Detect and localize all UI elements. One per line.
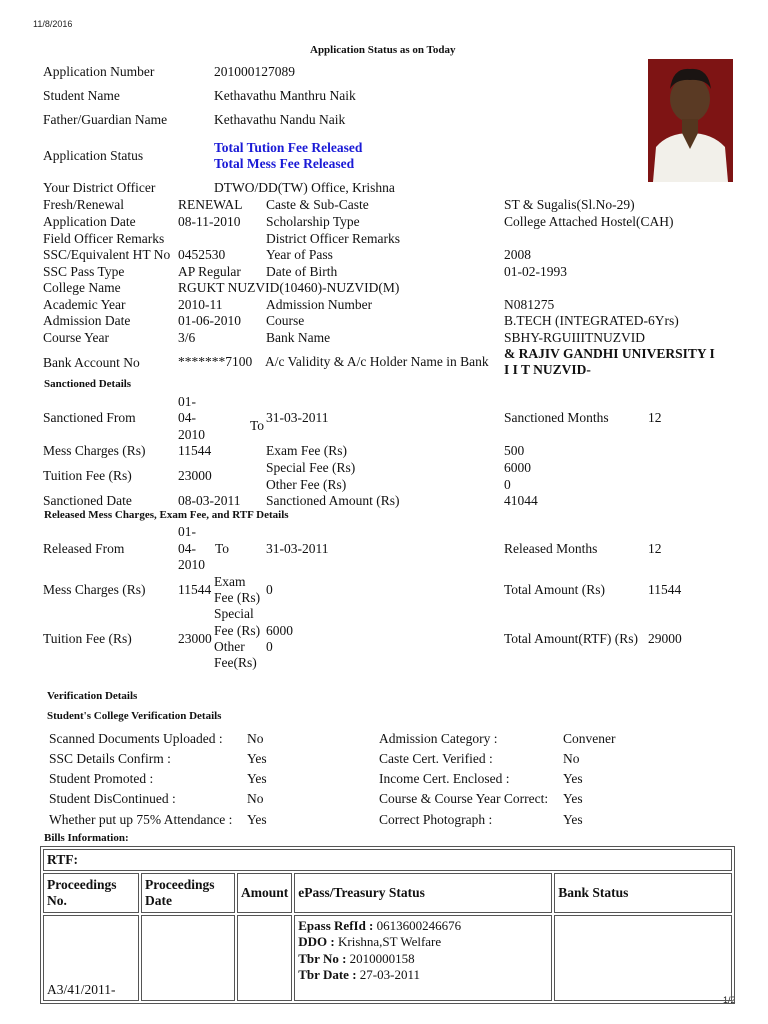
account-holder-line1: & RAJIV GANDHI UNIVERSITY I	[504, 346, 715, 361]
col-amount: Amount	[237, 873, 292, 913]
sanctioned-date-label: Sanctioned Date	[43, 493, 132, 508]
caste-label: Caste & Sub-Caste	[266, 197, 369, 212]
sanctioned-from-month: 04-	[178, 410, 196, 425]
released-months-value: 12	[648, 541, 662, 556]
date-of-birth-value: 01-02-1993	[504, 264, 567, 279]
student-name-value: Kethavathu Manthru Naik	[214, 88, 356, 103]
released-heading: Released Mess Charges, Exam Fee, and RTF Details	[44, 509, 289, 521]
sanctioned-mess-value: 11544	[178, 443, 212, 458]
sanctioned-from-label: Sanctioned From	[43, 410, 136, 425]
col-proceedings-no-line2: No.	[47, 893, 67, 908]
verify-label-8: Course & Course Year Correct:	[379, 791, 549, 806]
ssc-ht-no-label: SSC/Equivalent HT No	[43, 247, 171, 262]
academic-year-value: 2010-11	[178, 297, 223, 312]
released-total-label: Total Amount (Rs)	[504, 582, 606, 597]
verify-value-3: Yes	[247, 751, 267, 766]
released-other-value: 0	[266, 639, 273, 654]
admission-number-label: Admission Number	[266, 297, 373, 312]
verify-value-7: No	[247, 791, 264, 806]
verify-value-9: Yes	[247, 812, 267, 827]
admission-number-value: N081275	[504, 297, 555, 312]
ddo-value: Krishna,ST Welfare	[337, 934, 442, 950]
released-rtf-label: Total Amount(RTF) (Rs)	[504, 631, 638, 646]
col-epass-status: ePass/Treasury Status	[294, 873, 552, 913]
released-other-label-2: Fee(Rs)	[214, 655, 257, 670]
district-officer-value: DTWO/DD(TW) Office, Krishna	[214, 180, 395, 195]
application-number-label: Application Number	[43, 64, 155, 79]
student-name-label: Student Name	[43, 88, 120, 103]
released-special-value: 6000	[266, 623, 293, 638]
scholarship-type-label: Scholarship Type	[266, 214, 360, 229]
released-from-day: 01-	[178, 524, 196, 539]
account-holder-line2: I I T NUZVID-	[504, 362, 591, 377]
released-special-label-1: Special	[214, 606, 254, 621]
sanctioned-exam-value: 500	[504, 443, 525, 458]
course-label: Course	[266, 313, 305, 328]
released-months-label: Released Months	[504, 541, 598, 556]
verify-label-1: Scanned Documents Uploaded :	[49, 731, 223, 746]
cell-bank-status	[554, 915, 732, 1001]
student-photo	[648, 59, 733, 182]
fresh-renewal-label: Fresh/Renewal	[43, 197, 124, 212]
scholarship-type-value: College Attached Hostel(CAH)	[504, 214, 674, 229]
released-to-label: To	[215, 541, 230, 556]
ddo-label: DDO :	[298, 934, 335, 950]
verify-label-5: Student Promoted :	[49, 771, 154, 786]
sanctioned-to-label: To	[250, 418, 265, 433]
verify-value-1: No	[247, 731, 264, 746]
sanctioned-tuition-label: Tuition Fee (Rs)	[43, 468, 132, 483]
sanctioned-from-day: 01-	[178, 394, 196, 409]
ssc-ht-no-value: 0452530	[178, 247, 226, 262]
verify-label-3: SSC Details Confirm :	[49, 751, 171, 766]
bills-heading: Bills Information:	[44, 832, 129, 844]
sanctioned-amount-value: 41044	[504, 493, 538, 508]
col-proceedings-date-line1: Proceedings	[145, 877, 215, 892]
released-total-value: 11544	[648, 582, 682, 597]
col-proceedings-date	[141, 873, 235, 913]
verify-label-6: Income Cert. Enclosed :	[379, 771, 510, 786]
verify-label-7: Student DisContinued :	[49, 791, 176, 806]
col-proceedings-no-line1: Proceedings	[47, 877, 117, 892]
admission-date-label: Admission Date	[43, 313, 131, 328]
year-of-pass-label: Year of Pass	[266, 247, 333, 262]
released-from-month: 04-	[178, 541, 196, 556]
verify-label-2: Admission Category :	[379, 731, 498, 746]
sanctioned-from-year: 2010	[178, 427, 205, 442]
ssc-pass-type-value: AP Regular	[178, 264, 241, 279]
page-title: Application Status as on Today	[310, 44, 456, 56]
college-name-value: RGUKT NUZVID(10460)-NUZVID(M)	[178, 280, 400, 295]
application-date-label: Application Date	[43, 214, 136, 229]
sanctioned-to-value: 31-03-2011	[266, 410, 329, 425]
bank-name-value: SBHY-RGUIIITNUZVID	[504, 330, 645, 345]
released-tuition-value: 23000	[178, 631, 212, 646]
sanctioned-special-label: Special Fee (Rs)	[266, 460, 356, 475]
verify-value-4: No	[563, 751, 580, 766]
released-from-year: 2010	[178, 557, 205, 572]
course-year-label: Course Year	[43, 330, 109, 345]
col-proceedings-date-line2: Date	[145, 893, 172, 908]
district-officer-label: Your District Officer	[43, 180, 156, 195]
released-rtf-value: 29000	[648, 631, 682, 646]
verify-value-2: Convener	[563, 731, 616, 746]
bills-table	[40, 846, 735, 1004]
application-date-value: 08-11-2010	[178, 214, 241, 229]
released-to-value: 31-03-2011	[266, 541, 329, 556]
released-tuition-label: Tuition Fee (Rs)	[43, 631, 132, 646]
academic-year-label: Academic Year	[43, 297, 126, 312]
ssc-pass-type-label: SSC Pass Type	[43, 264, 125, 279]
tbr-no-value: 2010000158	[349, 950, 415, 966]
admission-date-value: 01-06-2010	[178, 313, 241, 328]
verification-subheading: Student's College Verification Details	[47, 710, 222, 722]
released-from-label: Released From	[43, 541, 125, 556]
year-of-pass-value: 2008	[504, 247, 531, 262]
application-status-label: Application Status	[43, 148, 144, 163]
released-other-label-1: Other	[214, 639, 245, 654]
tbr-date-value: 27-03-2011	[359, 966, 420, 982]
cell-proceedings-date	[141, 915, 235, 1001]
page-number: 1/2	[723, 995, 736, 1005]
rtf-row: RTF:	[43, 849, 732, 871]
application-status-line2: Total Mess Fee Released	[214, 156, 355, 171]
district-officer-remarks-label: District Officer Remarks	[266, 231, 400, 246]
bank-name-label: Bank Name	[266, 330, 331, 345]
application-number-value: 201000127089	[214, 64, 295, 79]
verify-label-10: Correct Photograph :	[379, 812, 493, 827]
cell-proceedings-no: A3/41/2011-	[43, 915, 139, 1001]
bank-account-label: Bank Account No	[43, 355, 140, 370]
guardian-name-value: Kethavathu Nandu Naik	[214, 112, 346, 127]
application-status-line1: Total Tution Fee Released	[214, 140, 363, 155]
tbr-date-label: Tbr Date :	[298, 966, 357, 982]
epass-refid-label: Epass RefId :	[298, 918, 374, 933]
sanctioned-heading: Sanctioned Details	[44, 378, 132, 390]
sanctioned-amount-label: Sanctioned Amount (Rs)	[266, 493, 400, 508]
bank-account-value: *******7100	[178, 354, 253, 369]
verify-value-8: Yes	[563, 791, 583, 806]
sanctioned-special-value: 6000	[504, 460, 531, 475]
sanctioned-exam-label: Exam Fee (Rs)	[266, 443, 347, 458]
cell-epass-details	[294, 915, 552, 1001]
fresh-renewal-value: RENEWAL	[178, 197, 243, 212]
sanctioned-other-value: 0	[504, 477, 511, 492]
sanctioned-date-value: 08-03-2011	[178, 493, 241, 508]
date-of-birth-label: Date of Birth	[266, 264, 338, 279]
cell-amount	[237, 915, 292, 1001]
course-value: B.TECH (INTEGRATED-6Yrs)	[504, 313, 679, 328]
released-mess-value: 11544	[178, 582, 212, 597]
released-exam-label-2: Fee (Rs)	[214, 590, 261, 605]
caste-value: ST & Sugalis(Sl.No-29)	[504, 197, 635, 212]
released-special-label-2: Fee (Rs)	[214, 623, 261, 638]
tbr-no-label: Tbr No :	[298, 950, 347, 966]
verification-heading: Verification Details	[47, 690, 138, 702]
verify-value-5: Yes	[247, 771, 267, 786]
sanctioned-other-label: Other Fee (Rs)	[266, 477, 347, 492]
released-exam-value: 0	[266, 582, 273, 597]
course-year-value: 3/6	[178, 330, 196, 345]
verify-value-6: Yes	[563, 771, 583, 786]
print-date: 11/8/2016	[33, 19, 73, 29]
verify-label-4: Caste Cert. Verified :	[379, 751, 493, 766]
guardian-name-label: Father/Guardian Name	[43, 112, 168, 127]
sanctioned-tuition-value: 23000	[178, 468, 212, 483]
field-officer-remarks-label: Field Officer Remarks	[43, 231, 165, 246]
verify-label-9: Whether put up 75% Attendance :	[49, 812, 233, 827]
account-validity-label: A/c Validity & A/c Holder Name in Bank	[265, 354, 489, 369]
sanctioned-months-label: Sanctioned Months	[504, 410, 609, 425]
released-exam-label-1: Exam	[214, 574, 246, 589]
epass-refid-value: 0613600246676	[376, 918, 462, 933]
sanctioned-months-value: 12	[648, 410, 662, 425]
sanctioned-mess-label: Mess Charges (Rs)	[43, 443, 146, 458]
college-name-label: College Name	[43, 280, 121, 295]
col-bank-status: Bank Status	[554, 873, 732, 913]
released-mess-label: Mess Charges (Rs)	[43, 582, 146, 597]
col-proceedings-no	[43, 873, 139, 913]
verify-value-10: Yes	[563, 812, 583, 827]
